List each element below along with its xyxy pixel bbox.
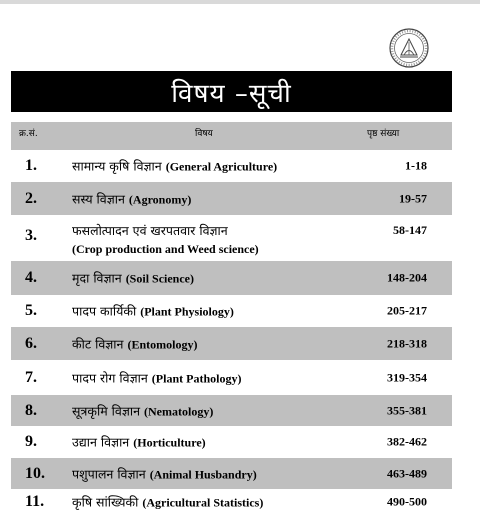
row-number: 10. [25,464,45,482]
table-row [11,458,452,489]
subject-english: (Plant Pathology) [151,371,242,385]
table-header [11,122,452,150]
subject-hindi: कृषि सांख्यिकी [72,494,139,509]
row-pages: 19-57 [399,191,427,205]
subject-english: (General Agriculture) [165,159,278,174]
table-row [11,360,452,395]
row-pages: 382-462 [387,434,427,449]
row-pages: 148-204 [387,270,427,285]
table-row [11,150,452,182]
subject-hindi: पादप रोग विज्ञान [72,370,148,385]
table-row [11,261,452,295]
row-subject [72,465,257,482]
row-number: 5. [25,302,37,319]
institution-emblem-icon [389,28,429,68]
subject-english: (Horticulture) [133,435,206,450]
subject-english: (Agricultural Statistics) [142,495,264,509]
row-subject [72,270,194,287]
subject-english: (Animal Husbandry) [149,467,257,481]
row-number: 2. [25,189,37,207]
table-row [11,295,452,327]
subject-hindi: मृदा विज्ञान [72,270,122,286]
subject-english: (Crop production and Weed science) [72,242,259,256]
subject-hindi: सूत्रकृमि विज्ञान [72,403,141,418]
subject-english: (Agronomy) [128,192,192,206]
row-pages: 490-500 [387,494,427,508]
table-row [11,182,452,215]
top-rule [0,0,480,4]
table-row [11,426,452,458]
row-subject [72,369,241,386]
table-row [11,327,452,360]
row-number: 1. [25,157,37,174]
table-row [11,395,452,426]
subject-column-header: विषय [195,129,213,139]
row-number: 8. [25,401,37,419]
subject-english: (Entomology) [127,337,198,351]
row-pages: 58-147 [393,223,427,237]
row-pages: 319-354 [387,370,427,384]
subject-hindi: फसलोत्पादन एवं खरपतवार विज्ञान [72,223,228,238]
row-subject [72,335,197,352]
subject-hindi: कीट विज्ञान [72,336,124,351]
row-subject [72,434,206,451]
page-column-header: पृष्ठ संख्या [367,129,400,139]
row-subject [72,190,191,207]
subject-hindi: सस्य विज्ञान [72,191,125,206]
row-number: 3. [25,227,37,244]
serial-column-header: क्र.सं. [19,129,38,139]
row-number: 4. [25,269,37,286]
row-number: 11. [25,492,45,510]
row-subject [72,303,234,320]
subject-english: (Soil Science) [125,271,195,286]
row-subject [72,222,259,258]
subject-english: (Nematology) [144,404,214,418]
subject-english: (Plant Physiology) [140,304,234,319]
subject-hindi: उद्यान विज्ञान [72,434,130,450]
row-pages: 463-489 [387,466,427,480]
row-pages: 1-18 [405,158,427,173]
table-row [11,215,452,261]
page-title: विषय –सूची [11,71,452,112]
row-number: 7. [25,368,37,386]
subject-hindi: पादप कार्यिकी [72,303,137,319]
row-pages: 355-381 [387,403,427,417]
row-number: 6. [25,334,37,352]
table-row [11,489,452,514]
row-number: 9. [25,433,37,450]
row-subject [72,402,213,419]
row-subject [72,158,277,175]
row-subject [72,493,263,510]
row-pages: 205-217 [387,303,427,318]
subject-hindi: पशुपालन विज्ञान [72,466,146,481]
row-pages: 218-318 [387,336,427,350]
subject-hindi: सामान्य कृषि विज्ञान [72,158,162,174]
